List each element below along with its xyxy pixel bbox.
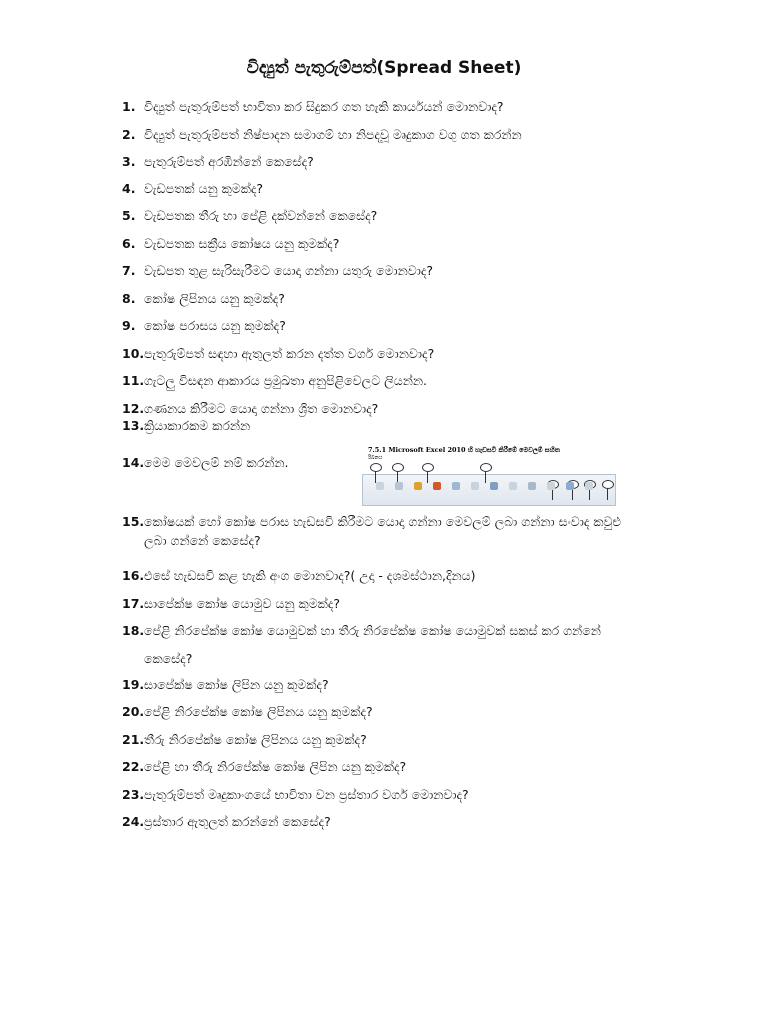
- question-number: 6.: [122, 236, 136, 251]
- question-text: පැතුරුම්පත් මෘදුකාංගයේ භාවිතා වන ප්‍රස්තාර වර්ග මොනවාද?: [144, 787, 469, 802]
- callout-marker-icon: [392, 463, 404, 472]
- question-text: පේළි නිරපේක්ෂ කෝෂ ලිපිනය යනු කුමක්ද?: [144, 704, 373, 719]
- ribbon-button-icon: [376, 482, 384, 490]
- question-item: [122, 344, 682, 363]
- question-number: 20.: [122, 704, 145, 719]
- question-item: [122, 316, 682, 335]
- question-text: විද්‍යුත් පැතුරුම්පත් නිෂ්පාදන සමාගම් හා නිපදවූ මෘදුකාග වගු ගත කරන්න: [144, 127, 522, 142]
- question-text: විද්‍යුත් පැතුරුම්පත් භාවිතා කර සිදුකර ගත හැකි කාර්යයන් මොනවාද?: [144, 99, 504, 114]
- ribbon-button-icon: [509, 482, 517, 490]
- question-item: [122, 261, 682, 280]
- question-item: [122, 206, 682, 225]
- page-title: විද්‍යුත් පැතුරුම්පත්(Spread Sheet): [246, 58, 522, 78]
- question-number: 1.: [122, 99, 136, 114]
- question-number: 23.: [122, 787, 145, 802]
- callout-marker-icon: [480, 463, 492, 472]
- question-number: 11.: [122, 373, 145, 388]
- question-text: පේළි හා තීරු නිරපේක්ෂ කෝෂ ලිපින යනු කුමක්ද?: [144, 759, 407, 774]
- question-number: 15.: [122, 514, 145, 529]
- question-text-continued: කෙසේද?: [144, 651, 193, 666]
- question-item: [122, 234, 682, 253]
- question-item: [122, 289, 682, 308]
- question-text: පේළි නිරපේක්ෂ කෝෂ යොමුවක් හා තීරු නිරපේක්ෂ කෝෂ යොමුවක් සකස් කර ගන්නේ: [144, 623, 601, 638]
- question-item: [122, 97, 682, 116]
- question-number: 22.: [122, 759, 145, 774]
- question-text: කෝෂ ලිපිනය යනු කුමක්ද?: [144, 291, 285, 306]
- question-text: මෙම මෙවලම් නම් කරන්න.: [144, 455, 289, 470]
- callout-line: [607, 488, 608, 500]
- question-text: වැඩපතක් යනු කුමක්ද?: [144, 181, 264, 196]
- question-number: 12.: [122, 401, 145, 416]
- question-item: [122, 730, 682, 749]
- question-text: එසේ හැඩසවි කළ හැකි අංග මොනවාද?( උදා - දශමස්ථාන,දිනය): [144, 568, 476, 583]
- question-text: කෝෂයක් හෝ කෝෂ පරාස හැඩසවි කිරීමට යොදා ගන්නා මෙවලම් ලබා ගන්නා සංවාද කවුළු: [144, 514, 621, 529]
- ribbon-button-icon: [471, 482, 479, 490]
- question-number: 5.: [122, 208, 136, 223]
- ribbon-button-icon: [395, 482, 403, 490]
- excel-ribbon-figure: [362, 446, 614, 508]
- question-number: 10.: [122, 346, 145, 361]
- question-number: 9.: [122, 318, 136, 333]
- question-number: 14.: [122, 455, 145, 470]
- ribbon-button-icon: [547, 482, 555, 490]
- question-text: වැඩපතක තීරු හා පේළි දක්වන්නේ කෙසේද?: [144, 208, 378, 223]
- callout-line: [485, 471, 486, 483]
- question-item: [122, 812, 682, 831]
- question-number: 18.: [122, 623, 145, 638]
- question-number: 19.: [122, 677, 145, 692]
- question-item: [122, 125, 682, 144]
- question-number: 4.: [122, 181, 136, 196]
- ribbon-image: [362, 474, 616, 506]
- question-item: [122, 702, 682, 721]
- question-text: සාපේක්ෂ කෝෂ ලිපින යනු කුමක්ද?: [144, 677, 329, 692]
- ribbon-button-icon: [414, 482, 422, 490]
- question-item: [122, 621, 682, 640]
- question-text: කෝෂ පරාසය යනු කුමක්ද?: [144, 318, 286, 333]
- question-number: 2.: [122, 127, 136, 142]
- question-number: 13.: [122, 418, 145, 433]
- question-number: 7.: [122, 263, 136, 278]
- question-item: [122, 371, 682, 390]
- question-number: 16.: [122, 568, 145, 583]
- callout-marker-icon: [370, 463, 382, 472]
- question-number: 17.: [122, 596, 145, 611]
- question-item: [122, 416, 682, 435]
- question-text: පැතුරුම්පත් අරඹින්නේ කෙසේද?: [144, 154, 314, 169]
- question-text: ක්‍රියාකාරකම කරන්න: [144, 418, 251, 433]
- question-text: ගණනය කිරීමට යොදා ගන්නා ශ්‍රිත මොනවාද?: [144, 401, 379, 416]
- callout-marker-icon: [422, 463, 434, 472]
- question-text-continued: ලබා ගන්නේ කෙසේද?: [144, 533, 261, 548]
- question-text: ප්‍රස්තාර ඇතුලත් කරන්නේ කෙසේද?: [144, 814, 331, 829]
- question-number: 24.: [122, 814, 145, 829]
- ribbon-button-icon: [566, 482, 574, 490]
- question-number: 3.: [122, 154, 136, 169]
- ribbon-button-icon: [452, 482, 460, 490]
- callout-marker-icon: [602, 480, 614, 489]
- question-item: [122, 594, 682, 613]
- ribbon-button-icon: [433, 482, 441, 490]
- question-item: [122, 757, 682, 776]
- question-text: පැතුරුම්පත් සඳහා ඇතුලත් කරන දත්ත වර්ග මොනවාද?: [144, 346, 435, 361]
- question-text: තීරු නිරපේක්ෂ කෝෂ ලිපිනය යනු කුමක්ද?: [144, 732, 367, 747]
- question-item: [122, 566, 682, 585]
- question-item: [122, 152, 682, 171]
- ribbon-button-icon: [490, 482, 498, 490]
- question-item: [122, 179, 682, 198]
- ribbon-button-icon: [528, 482, 536, 490]
- question-text: ගැටලු විසඳන ආකාරය ප්‍රමුඛතා අනුපිළිවෙලට ලියන්න.: [144, 373, 427, 388]
- ribbon-button-icon: [585, 482, 593, 490]
- question-number: 8.: [122, 291, 136, 306]
- question-text: වැඩපත තුළ සැරිසැරීමට යොදා ගන්නා යතුරු මොනවාද?: [144, 263, 434, 278]
- figure-caption: 7.5.1 Microsoft Excel 2010 හි හැඩසවි කිරීමේ මෙවලම් සහිත: [368, 446, 560, 454]
- question-text: වැඩපතක සක්‍රීය කෝෂය යනු කුමක්ද?: [144, 236, 340, 251]
- question-item: [122, 512, 682, 531]
- question-item: [122, 675, 682, 694]
- question-text: සාපේක්ෂ කෝෂ යොමුව යනු කුමක්ද?: [144, 596, 341, 611]
- figure-caption-sub: රිබනය: [368, 455, 383, 461]
- question-number: 21.: [122, 732, 145, 747]
- question-item: [122, 785, 682, 804]
- callout-line: [427, 471, 428, 483]
- callout-line: [375, 471, 376, 483]
